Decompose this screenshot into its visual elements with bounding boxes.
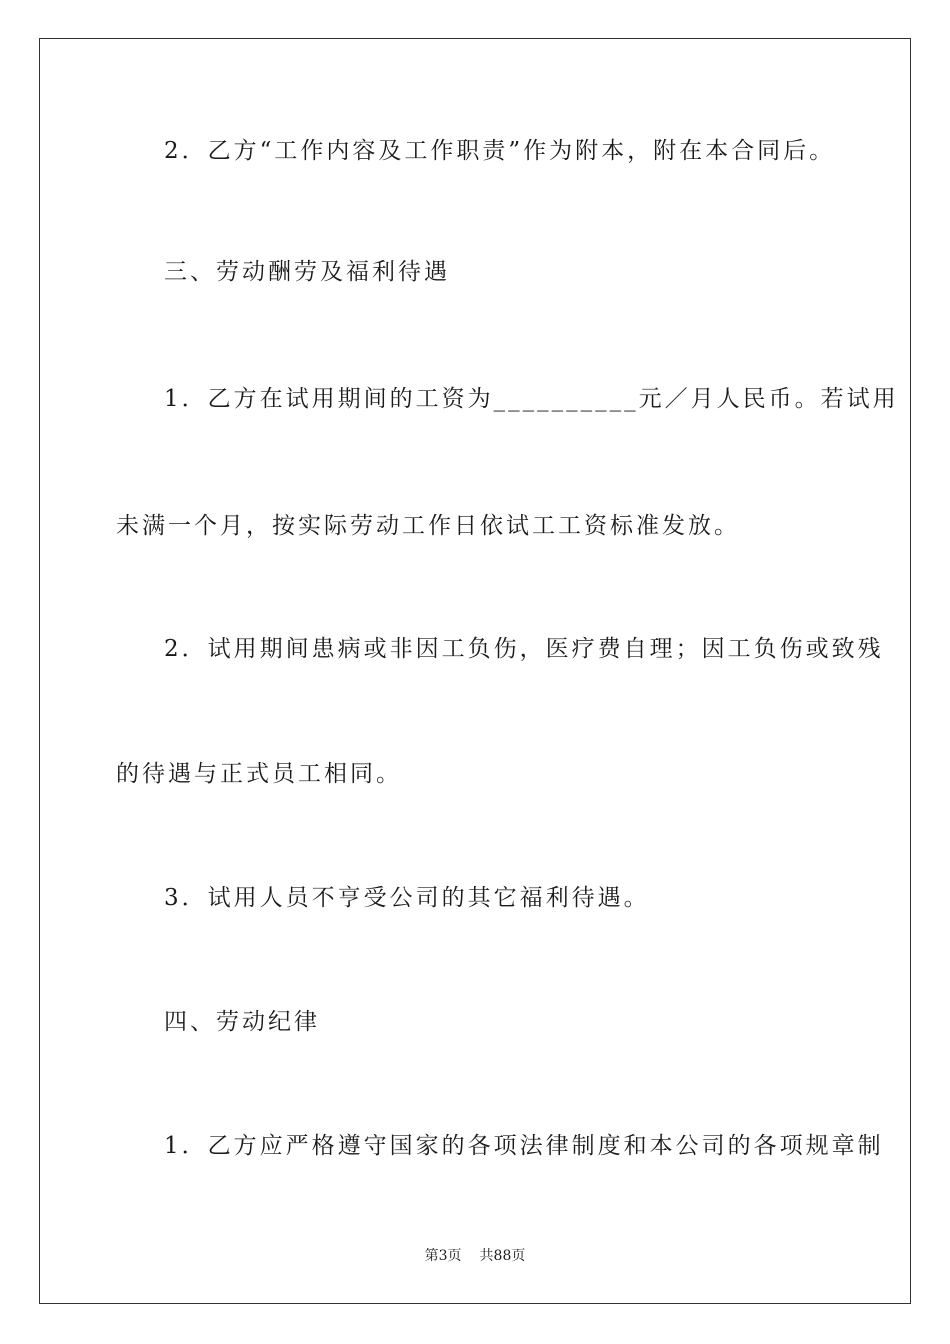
page-footer xyxy=(0,1246,950,1266)
paragraph-line: 1．乙方在试用期间的工资为__________元／月人民币。若试用 xyxy=(164,386,899,412)
paragraph-line: 2．试用期间患病或非因工负伤，医疗费自理；因工负伤或致残 xyxy=(164,636,884,662)
page-total: 共88页 xyxy=(479,1248,526,1264)
page-number: 第3页 xyxy=(424,1248,462,1264)
section-heading-4: 四、劳动纪律 xyxy=(164,1009,320,1035)
page-border xyxy=(39,38,911,1304)
paragraph-line: 1．乙方应严格遵守国家的各项法律制度和本公司的各项规章制 xyxy=(164,1133,884,1159)
paragraph-line: 3．试用人员不亨受公司的其它福利待遇。 xyxy=(164,885,650,911)
paragraph-line: 未满一个月，按实际劳动工作日依试工工资标准发放。 xyxy=(116,513,740,539)
section-heading-3: 三、劳动酬劳及福利待遇 xyxy=(164,259,450,285)
paragraph-line: 的待遇与正式员工相同。 xyxy=(116,761,402,787)
paragraph-line: 2．乙方“工作内容及工作职责”作为附本，附在本合同后。 xyxy=(164,138,836,164)
